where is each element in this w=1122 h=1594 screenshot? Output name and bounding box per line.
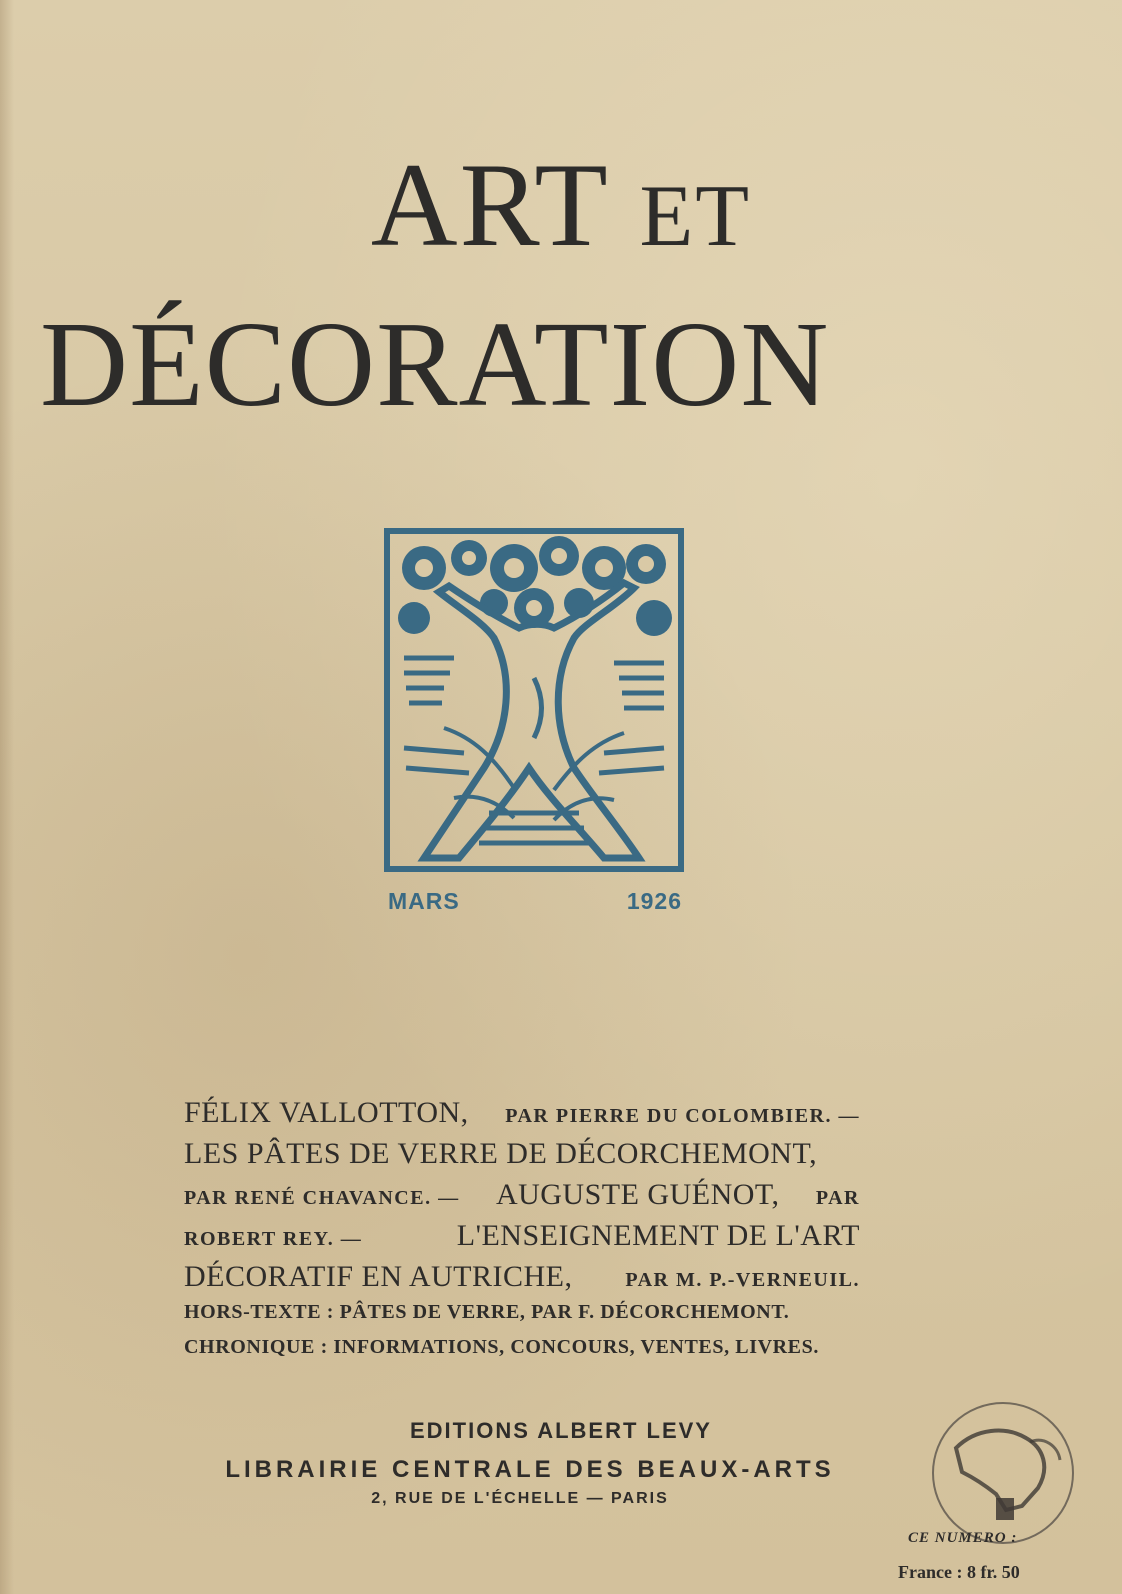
contents-line-7 — [184, 1336, 860, 1371]
par-label: PAR — [815, 1187, 860, 1209]
contents-line-3 — [184, 1178, 860, 1219]
issue-month: MARS — [388, 888, 460, 914]
contents-line-1 — [184, 1096, 860, 1137]
price-label: CE NUMERO : — [908, 1530, 1018, 1546]
article-vallotton: FÉLIX VALLOTTON, — [184, 1096, 469, 1129]
contents-line-2 — [184, 1137, 860, 1178]
publisher-address: 2, RUE DE L'ÉCHELLE — PARIS — [371, 1490, 669, 1507]
publisher-shop: LIBRAIRIE CENTRALE DES BEAUX-ARTS — [225, 1456, 835, 1483]
price-value: France : 8 fr. 50 — [898, 1562, 1020, 1582]
contents-line-6 — [184, 1301, 860, 1336]
author-chavance: PAR RENÉ CHAVANCE. — — [184, 1187, 460, 1209]
article-autriche: DÉCORATIF EN AUTRICHE, — [184, 1260, 573, 1293]
article-guenot: AUGUSTE GUÉNOT, — [495, 1178, 780, 1211]
hand-stamp-icon — [926, 1398, 1080, 1548]
publisher-name: EDITIONS ALBERT LEVY — [410, 1418, 712, 1443]
contents-line-5 — [184, 1260, 860, 1301]
author-verneuil: PAR M. P.-VERNEUIL. — [625, 1269, 860, 1291]
woodcut-illustration — [384, 528, 684, 876]
contents-line-4 — [184, 1219, 860, 1260]
title-line-2: DÉCORATION — [40, 297, 830, 432]
article-pates-de-verre: LES PÂTES DE VERRE DE DÉCORCHEMONT, — [184, 1137, 818, 1170]
author-rey: ROBERT REY. — — [184, 1228, 363, 1250]
chronique: CHRONIQUE : INFORMATIONS, CONCOURS, VENTES, LIVRES. — [184, 1336, 819, 1358]
title-art: ART — [370, 138, 608, 271]
article-enseignement: L'ENSEIGNEMENT DE L'ART — [456, 1219, 860, 1252]
issue-year: 1926 — [626, 888, 682, 914]
hors-texte: HORS-TEXTE : PÂTES DE VERRE, PAR F. DÉCORCHEMONT. — [184, 1301, 790, 1323]
title-et: ET — [639, 168, 752, 265]
author-du-colombier: PAR PIERRE DU COLOMBIER. — — [505, 1105, 860, 1127]
table-of-contents — [184, 1096, 860, 1371]
title-line-1 — [0, 140, 1122, 282]
